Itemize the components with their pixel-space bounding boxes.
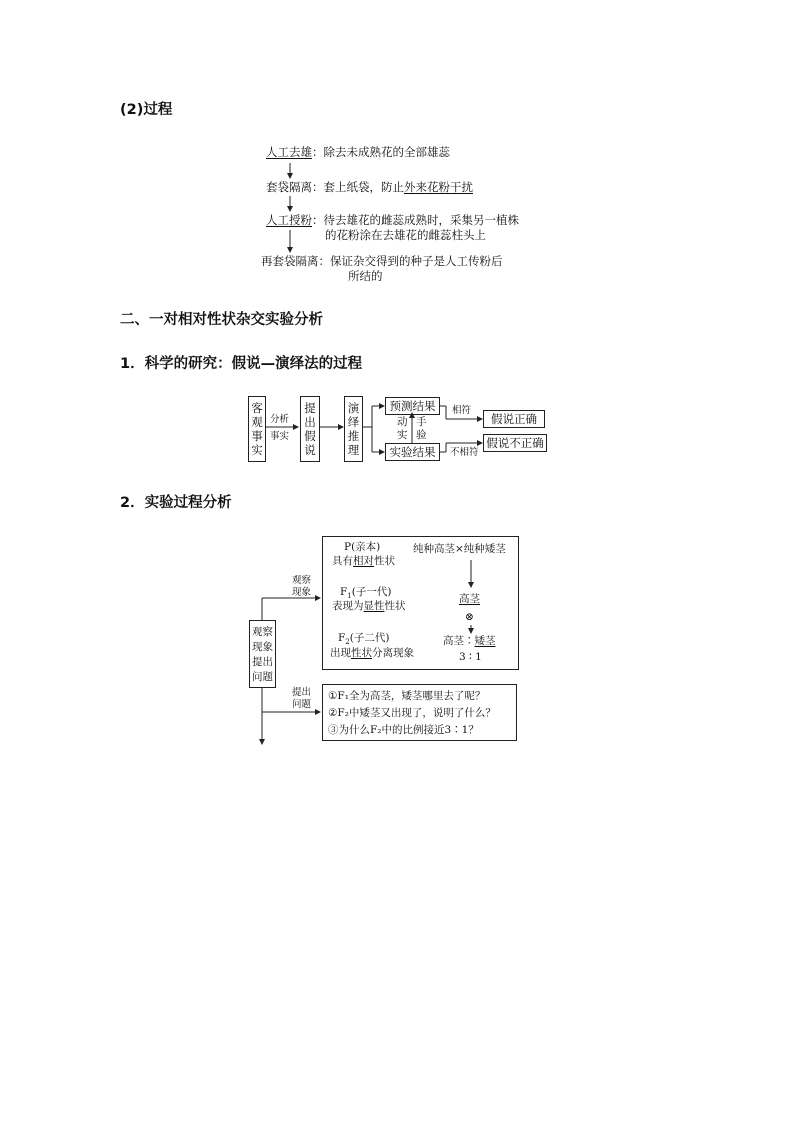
step-label: 再套袋隔离 — [261, 254, 319, 268]
step-text: ：套上纸袋，防止 — [312, 180, 404, 194]
process-heading: (2)过程 — [120, 102, 173, 118]
f2-line1: $F_2$(子二代) — [338, 632, 390, 647]
step-text: ：保证杂交得到的种子是人工传粉后 — [318, 254, 503, 268]
label-nomatch: 不相符 — [450, 447, 479, 458]
label-observe: 观察 现象 — [292, 575, 312, 598]
process-step-3 — [266, 213, 519, 227]
box-hypothesis — [300, 396, 320, 462]
step-text: ：待去雄花的雌蕊成熟时，采集另一植株 — [312, 213, 519, 227]
experiment-label: 实验结果 — [389, 445, 436, 459]
question-1: ①F₁全为高茎，矮茎哪里去了呢？ — [328, 690, 486, 702]
char: 提 — [304, 401, 316, 415]
char: 观 — [251, 415, 263, 429]
char: 演 — [347, 401, 360, 415]
label-ask: 提出 问题 — [292, 687, 312, 710]
box-hypothesis-incorrect — [483, 434, 547, 452]
subheading-2: 2．实验过程分析 — [120, 495, 232, 511]
p-line1: P(亲本) — [344, 541, 381, 553]
label-match: 相符 — [452, 405, 472, 416]
process-step-2 — [266, 180, 473, 194]
cross-text: 纯种高茎×纯种矮茎 — [413, 543, 506, 555]
step-label: 套袋隔离 — [266, 180, 312, 194]
question-2: ②F₂中矮茎又出现了，说明了什么？ — [328, 707, 496, 719]
process-step-4 — [261, 254, 503, 268]
box-questions — [322, 684, 517, 741]
char: 理 — [347, 443, 360, 457]
section-heading-2: 二、一对相对性状杂交实验分析 — [120, 312, 323, 328]
label-hands-on-right: 手 验 — [416, 416, 427, 441]
f2-line2: 出现性状分离现象 — [330, 647, 414, 659]
ratio-labels: 高茎∶矮茎 — [443, 635, 496, 647]
char: 假 — [304, 429, 316, 443]
process-step-1 — [266, 145, 450, 159]
question-3: ③为什么F₂中的比例接近3∶1？ — [328, 724, 479, 736]
arrow-label-analyze: 分析 — [270, 414, 290, 425]
f1-line1: $F_1$(子一代) — [340, 586, 392, 601]
self-cross-icon: ⊗ — [465, 611, 474, 623]
step-label: 人工授粉 — [266, 213, 312, 227]
arrow-label-facts: 事实 — [270, 431, 290, 442]
tall-text: 高茎 — [459, 593, 480, 605]
process-step-4-cont: 所结的 — [348, 269, 383, 283]
box-deduction — [344, 396, 363, 462]
p-line2: 具有相对性状 — [332, 555, 395, 567]
process-step-3-cont: 的花粉涂在去雄花的雌蕊柱头上 — [325, 228, 486, 242]
box-observe-ask: 观察 现象 提出 问题 — [249, 620, 276, 688]
step-text: ：除去未成熟花的全部雄蕊 — [312, 145, 450, 159]
incorrect-label: 假说不正确 — [486, 436, 544, 450]
label-hands-on-left: 动 实 — [397, 416, 408, 441]
char: 实 — [251, 443, 263, 457]
char: 事 — [251, 429, 263, 443]
char: 说 — [304, 443, 316, 457]
char: 绎 — [347, 415, 360, 429]
char: 出 — [304, 415, 316, 429]
step-text-underlined: 外来花粉干扰 — [404, 180, 473, 194]
box-experiment-result — [385, 443, 440, 461]
step-label: 人工去雄 — [266, 145, 312, 159]
predict-label: 预测结果 — [389, 399, 436, 413]
box-hypothesis-correct — [483, 410, 545, 428]
correct-label: 假说正确 — [491, 412, 537, 426]
char: 推 — [347, 429, 360, 443]
ratio-numbers: 3 ∶ 1 — [459, 651, 482, 663]
box-predict-result — [385, 397, 440, 415]
char: 客 — [251, 401, 263, 415]
f1-line2: 表现为显性性状 — [332, 600, 406, 612]
subheading-1: 1．科学的研究：假说—演绎法的过程 — [120, 356, 363, 372]
box-objective-facts — [248, 396, 266, 462]
